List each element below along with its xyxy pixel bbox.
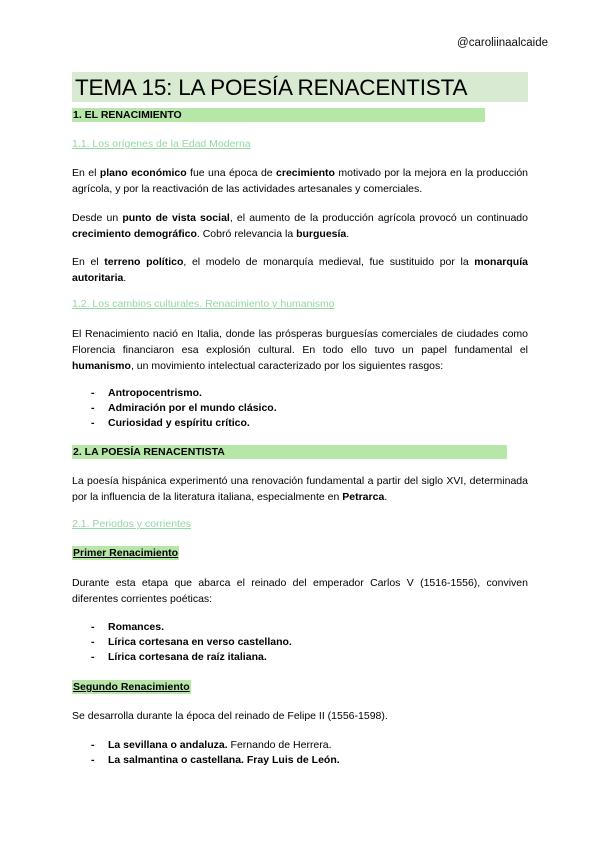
list-dash: - [91, 621, 95, 633]
paragraph-primer-renacimiento: Durante esta etapa que abarca el reinado del emperador Carlos V (1516-1556), conviven diferentes corrientes poéticas: [72, 577, 528, 605]
list-dash: - [91, 739, 95, 751]
paragraph-politico: En el terreno político, el modelo de monarquía medieval, fue sustituido por la monarquía autoritaria. [72, 256, 528, 284]
heading-primer-renacimiento: Primer Renacimiento [73, 547, 179, 559]
paragraph-humanismo: El Renacimiento nació en Italia, donde las prósperas burguesías comerciales de ciudades como Florencia financiaron esa explosión cultural. En todo ello tuvo un papel fundamental el humanismo, un movimiento intelectual caracterizado por los siguientes rasgos: [72, 328, 528, 372]
humanismo-traits-list [72, 386, 528, 431]
list-item: - La sevillana o andaluza. Fernando de Herrera. [91, 739, 332, 751]
list-dash: - [91, 387, 95, 399]
list-item: - Curiosidad y espíritu crítico. [91, 417, 250, 429]
page-title: TEMA 15: LA POESÍA RENACENTISTA [72, 72, 528, 102]
list-dash: - [91, 651, 95, 663]
subsection-heading-origenes: 1.1. Los orígenes de la Edad Moderna [72, 138, 251, 150]
segundo-renacimiento-list [72, 738, 528, 768]
list-item: - Antropocentrismo. [91, 387, 202, 399]
paragraph-segundo-renacimiento: Se desarrolla durante la época del reinado de Felipe II (1556-1598). [72, 710, 388, 722]
list-item: - Romances. [91, 621, 165, 633]
author-handle: @caroliinaalcaide [457, 37, 548, 49]
list-dash: - [91, 754, 95, 766]
list-item: - La salmantina o castellana. Fray Luis de León. [91, 754, 340, 766]
section-heading-poesia: 2. LA POESÍA RENACENTISTA [72, 445, 507, 459]
primer-renacimiento-list [72, 620, 528, 665]
subsection-heading-periodos: 2.1. Periodos y corrientes [72, 518, 192, 530]
paragraph-poesia-intro: La poesía hispánica experimentó una renovación fundamental a partir del siglo XVI, determinada por la influencia de la literatura italiana, especialmente en Petrarca. [72, 475, 528, 503]
list-dash: - [91, 402, 95, 414]
list-item: - Lírica cortesana en verso castellano. [91, 636, 292, 648]
section-heading-renacimiento: 1. EL RENACIMIENTO [72, 108, 485, 122]
paragraph-social: Desde un punto de vista social, el aumento de la producción agrícola provocó un continuado crecimiento demográfico. Cobró relevancia la burguesía. [72, 212, 528, 240]
list-item: - Admiración por el mundo clásico. [91, 402, 277, 414]
list-dash: - [91, 417, 95, 429]
heading-segundo-renacimiento: Segundo Renacimiento [73, 681, 190, 693]
list-item: - Lírica cortesana de raíz italiana. [91, 651, 267, 663]
paragraph-economico: En el plano económico fue una época de crecimiento motivado por la mejora en la producción agrícola, y por la reactivación de las actividades artesanales y comerciales. [72, 167, 528, 195]
list-dash: - [91, 636, 95, 648]
subsection-heading-cambios-culturales: 1.2. Los cambios culturales. Renacimiento y humanismo [72, 298, 335, 310]
